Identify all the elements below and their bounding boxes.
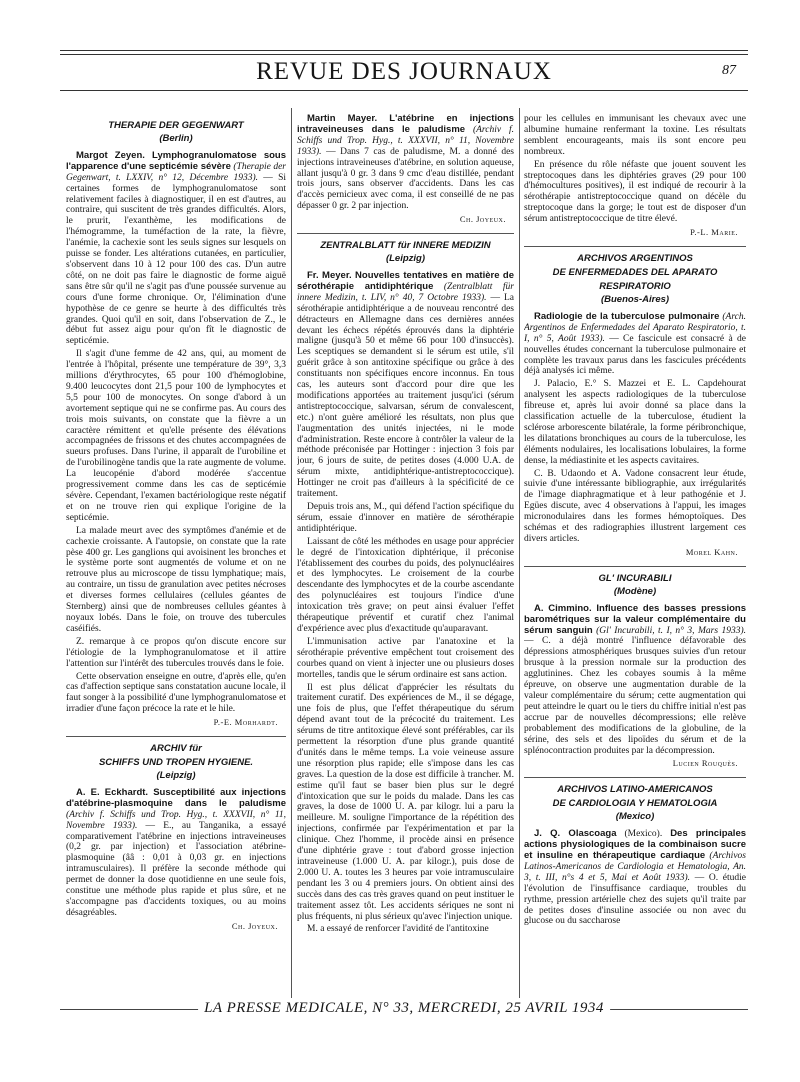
- top-rule-2: [60, 54, 748, 55]
- page-number: 87: [722, 63, 736, 78]
- journal-city: (Leipzig): [156, 770, 196, 782]
- article-text: — Si certaines formes de lymphogranulomatose sont relativement faciles à diagnostiquer, il en est d'autres, au contraire, qui suscitent de très grandes difficultés. Alors, le prurit, l'exanthème, les modifications de l'hémogramme, la tuméfaction de la rate, la fièvre, l'anémie, la cachexie sont les seuls signes sur lesquels on puisse se fonder. Les altérations cutanées, en particulier, s'observent dans 10 à 12 pour 100 des cas. D'un autre côté, on ne doit pas faire le diagnostic de forme aiguë sans être sûr qu'il ne s'agit pas d'une poussée survenue au cours d'une forme chronique. Or, l'élimination d'une hypothèse de ce genre se heurte à des difficultés très grandes. Quoi qu'il en soit, dans l'observation de Z., le début fut assez aigu pour qu'on fît le diagnostic de septicémie.: [66, 172, 286, 347]
- article-reference: (Gl' Incurabili, t. I, n° 3, Mars 1933).: [596, 625, 746, 636]
- article-paragraph: Z. remarque à ce propos qu'on discute encore sur l'étiologie de la lymphogranulomatose et il attire l'attention sur l'intérêt des tubercules trouvés dans le foie.: [66, 636, 286, 669]
- article-paragraph: J. Palacio, E.° S. Mazzei et E. L. Capdehourat analysent les aspects radiologiques de la tuberculose fibreuse et, après lui avoir donné sa place dans la classification actuelle de la tuberculose, étudient la sclérose arborescente bilatérale, la forme péribronchique, les dilatations bronchiques au cours de la tuberculose, les éléments nodulaires, les localisations lobulaires, la forme dense, la médiastinite et les aspects cavitaires.: [524, 379, 746, 466]
- journal-heading: GL' INCURABILI: [598, 572, 672, 584]
- journal-heading: ZENTRALBLATT für INNERE MEDIZIN: [320, 240, 491, 252]
- article-paragraph: [66, 151, 286, 347]
- article-text: — Ce fascicule est consacré à de nouvelles études concernant la tuberculose pulmonaire et complète les travaux parus dans les fascicules précédents déjà analysés ici même.: [524, 333, 746, 377]
- page-footer: [60, 1000, 748, 1020]
- footer-publication-line: LA PRESSE MEDICALE, N° 33, MERCREDI, 25 AVRIL 1934: [198, 1000, 610, 1017]
- column-2: [297, 114, 514, 994]
- column-divider-2: [519, 108, 520, 998]
- article-text: — C. a déjà montré l'influence défavorable des dépressions atmosphériques brusques suivies d'un retour brusque à la pression normale sur la production des agglutinines. Chez les cobayes soumis à la même épreuve, on observe une augmentation durable de la valeur complémentaire du sérum; cette augmentation qui peut atteindre le quart ou le tiers du chiffre initial n'est pas accrue par de nouvelles décompressions; elle relève probablement des modifications de la globuline, de la sérine, des sels et des lipoïdes du sérum et de la splénocontraction produites par la décompression.: [524, 636, 746, 756]
- article-text: — O. étudie l'évolution de l'insuffisance cardiaque, troubles du rythme, pression artérielle chez des sujets qu'il traite par de petites doses d'insuline associée ou non avec du glucose ou du saccharose: [524, 872, 746, 927]
- journal-heading-line2: SCHIFFS UND TROPEN HYGIENE.: [98, 757, 254, 769]
- author-signature: P.-L. Marie.: [690, 227, 738, 238]
- author-signature: Lucien Rouquès.: [672, 758, 738, 769]
- section-separator: [524, 566, 746, 567]
- article-paragraph: [524, 312, 746, 377]
- top-rule: [60, 50, 748, 51]
- journal-city: (Mexico): [615, 811, 655, 823]
- article-text: — E., au Tanganika, a essayé comparativement l'atébrine en injections intraveineuses (0,2 gr. par injection) et l'association atébrine-plasmoquine (ââ : 0,01 à 0,03 gr. en injections intramusculaires). Il préfère la seconde méthode qui permet de donner la dose quotidienne en une seule fois, constitue une méthode plus rapide et plus sûre, et ne s'accompagne pas d'accidents toxiques, ou au moins désagréables.: [66, 820, 286, 918]
- article-paragraph: [524, 829, 746, 927]
- article-paragraph: L'immunisation active par l'anatoxine et la sérothérapie préventive empêchent tout croisement des courbes quand on vient à injecter une ou plusieurs doses mortelles, tandis que le sérum ordinaire est sans action.: [297, 636, 514, 680]
- author-signature: Morel Kahn.: [685, 546, 738, 557]
- journal-heading: ARCHIVOS LATINO-AMERICANOS: [557, 784, 713, 796]
- journal-heading-line2: DE CARDIOLOGIA Y HEMATOLOGIA: [552, 798, 718, 810]
- article-headline: Martin Mayer. L'atébrine en injections intraveineuses dans le paludisme: [297, 114, 514, 135]
- author-signature: Ch. Joyeux.: [459, 214, 506, 225]
- article-paragraph: [297, 114, 514, 212]
- journal-heading: ARCHIV für: [150, 743, 202, 755]
- article-reference: (Archiv f. Schiffs und Trop. Hyg., t. XXXVII, n° 11, Novembre 1933).: [66, 809, 286, 831]
- article-reference: (Therapie der Gegenwart, t. LXXIV, n° 12, Décembre 1933).: [66, 161, 286, 183]
- article-paragraph: Il s'agit d'une femme de 42 ans, qui, au moment de l'entrée à l'hôpital, présente une température de 39°, 3,3 millions d'érythrocytes, 65 pour 100 d'hémoglobine, 9.400 leucocytes dont 21,5 pour 100 de lymphocytes et 5,5 pour 100 de monocytes. On songe d'abord à un avortement septique qui ne se confirme pas. Au cours des trois mois suivants, on constate que la fièvre a un caractère rémittent et qu'elle présente des élévations accompagnées de frissons et des chutes accompagnées de sueurs profuses. Dans l'urine, il apparaît de l'urobiline et de l'urobilinogène tandis que la rate augmente de volume. La leucopénie d'abord modérée s'accentue progressivement comme dans les cas de septicémie sévère. Cependant, l'examen bactériologique reste négatif et on ne trouve rien qui explique l'origine de la septicémie.: [66, 349, 286, 523]
- journal-heading-line3: RESPIRATORIO: [599, 280, 671, 292]
- section-separator: [66, 736, 286, 737]
- column-3: [524, 114, 746, 994]
- journal-city: (Leipzig): [385, 253, 426, 265]
- header-rule: [60, 90, 748, 91]
- article-reference: (Zentralblatt für innere Medizin, t. LIV, n° 40, 7 Octobre 1933).: [297, 281, 514, 303]
- article-paragraph: En présence du rôle néfaste que jouent souvent les streptocoques dans les diphtéries graves (29 pour 100 d'hémocultures positives), il est indiqué de recourir à la sérothérapie antistreptococcique quand on décèle du streptocoque dans la gorge; le tout est de disposer d'un sérum antistreptococcique de titre élevé.: [524, 159, 746, 225]
- journal-heading: THERAPIE DER GEGENWART: [108, 120, 244, 131]
- author-signature: Ch. Joyeux.: [231, 920, 278, 931]
- article-paragraph: [66, 788, 286, 919]
- article-paragraph: Il est plus délicat d'apprécier les résultats du traitement curatif. Des expériences de M., il se dégage, une fois de plus, que l'effet thérapeutique du sérum dépend avant tout de la précocité du traitement. Les sérums de titre antitoxique élevé sont préférables, car ils permettent la résorption d'une plus grande quantité d'unités dans le même temps. La voie veineuse assure une résorption plus rapide; elle s'impose dans les cas graves. La question de la dose est difficile à trancher. M. estime qu'il faut se baser bien plus sur le degré d'intoxication que sur le poids du malade. Dans les cas graves, la dose de 1000 U. A. par kilogr. lui a paru la meilleure. M. souligne l'importance de la répétition des injections, confirmée par l'expérimentation et par la clinique. Chez l'homme, il procède ainsi en présence d'une diphtérie grave : tout d'abord grosse injection intraveineuse (1.000 U. A. par kilogr.), puis dose de 2.000 U. A. toutes les 3 heures par voie intramusculaire pendant les 3 ou 4 premiers jours. On obtient ainsi des succès dans des cas très graves quand on peut instituer le traitement assez tôt. Les accidents sériques ne sont ni plus fréquents, ni plus sérieux qu'avec l'injection unique.: [297, 682, 514, 922]
- article-text: — La sérothérapie antidiphtérique a de nouveau rencontré des détracteurs en Allemagne dans ces dernières années devant les échecs répétés éprouvés dans la diphtérie maligne (jusqu'à 50 et même 66 pour 100 d'insuccès). Les sceptiques se demandent si le sérum est utile, s'il guérit grâce à son antitoxine spécifique ou grâce à des constituants non spécifiques encore inconnus. En tous cas, les auteurs sont d'accord pour dire que les modifications apportées au traitement jusqu'ici (sérum antistreptococcique, salvarsan, sérum de convalescent, etc.) n'ont guère amélioré les résultats, non plus que l'augmentation des unités injectées, ni le mode d'administration. Reste encore à contrôler la valeur de la méthode préconisée par Hottinger : injection 3 fois par jour, 6 jours de suite, de petites doses (4.000 U.A. de sérum mixte, antidiphtérique-antistreptococcique). Hottinger ne croit pas d'ailleurs à la spécificité de ce traitement.: [297, 292, 514, 500]
- article-headline-cont: Des principales actions physiologiques de la combinaison sucre et insuline en thérapeutique cardiaque: [524, 828, 746, 862]
- article-reference: (Arch. Argentinos de Enfermedades del Aparato Respiratorio, t. I, n° 5, Août 1933).: [524, 311, 746, 344]
- journal-heading: ARCHIVOS ARGENTINOS: [577, 252, 693, 264]
- section-separator: [524, 246, 746, 247]
- article-paragraph: Depuis trois ans, M., qui défend l'action spécifique du sérum, essaie d'innover en matière de sérothérapie antidiphtérique.: [297, 502, 514, 534]
- section-separator: [524, 777, 746, 778]
- article-location: (Mexico).: [624, 829, 663, 840]
- article-text: — Dans 7 cas de paludisme, M. a donné des injections intraveineuses d'atébrine, en solution aqueuse, allant jusqu'à 0 gr. 3 dans 9 cmc d'eau distillée, pendant trois jours, sans observer d'accidents. Dans les cas d'accès pernicieux avec coma, il est conseillé de ne pas dépasser 0 gr. 2 par injection.: [297, 146, 514, 212]
- journal-section-title: REVUE DES JOURNAUX: [256, 58, 552, 85]
- journal-heading-line2: DE ENFERMEDADES DEL APARATO: [552, 266, 718, 278]
- journal-city: (Berlin): [159, 133, 193, 144]
- article-headline: Fr. Meyer. Nouvelles tentatives en matière de sérothérapie antidiphtérique: [297, 269, 514, 292]
- article-paragraph: Laissant de côté les méthodes en usage pour apprécier le degré de l'intoxication diphtérique, il préconise l'établissement des courbes du poids, des polynucléaires et des lymphocytes. Le croisement de la courbe descendante des lymphocytes et de la courbe ascendante des polynucléaires est toujours l'indice d'une intoxication très grave; on peut ainsi évaluer l'effet thérapeutique préventif et curatif chez l'animal d'expérience avec plus d'exactitude qu'auparavant.: [297, 536, 514, 634]
- journal-city: (Buenos-Aires): [600, 293, 670, 305]
- article-paragraph: [524, 604, 746, 757]
- article-headline: Margot Zeyen. Lymphogranulomatose sous l'apparence d'une septicémie sévère: [66, 149, 286, 172]
- article-paragraph: Cette observation enseigne en outre, d'après elle, qu'en cas d'affection septique sans constatation aucune locale, il faut songer à la possibilité d'une lymphogranulomatose et irradier d'une façon précoce la rate et le hile.: [66, 671, 286, 715]
- article-reference: (Archivos Latinos-Americanos de Cardiologia et Hematologia, An. 3, t. III, n°s 4 et 5, Mai et Août 1933).: [524, 851, 746, 883]
- article-paragraph: C. B. Udaondo et A. Vadone consacrent leur étude, suivie d'une intéressante bibliographie, aux irrégularités de l'image diaphragmatique et à leur pathogénie et J. Egües discute, avec 4 observations à l'appui, les images micronodulaires dans les formes hémoptoïques. Des schémas et des radiographies illustrent largement ces divers articles.: [524, 468, 746, 544]
- article-headline: J. Q. Olascoaga: [534, 828, 617, 840]
- article-reference: (Archiv f. Schiffs und Trop. Hyg., t. XXXVII, n° 11, Novembre 1933).: [297, 124, 514, 157]
- article-paragraph: pour les cellules en immunisant les chevaux avec une albumine humaine renfermant la toxine. Les résultats semblent encourageants, mais ils sont encore peu nombreux.: [524, 114, 746, 157]
- column-divider-1: [291, 108, 292, 998]
- author-signature: P.-E. Morhardt.: [213, 717, 278, 728]
- article-paragraph: [297, 271, 514, 500]
- article-paragraph: M. a essayé de renforcer l'avidité de l'antitoxine: [307, 924, 489, 935]
- article-headline: A. Cimmino. Influence des basses pressions barométriques sur la valeur complémentaire du sérum sanguin: [524, 602, 746, 636]
- section-separator: [297, 233, 514, 234]
- page-header: [60, 58, 748, 88]
- column-1: [66, 114, 286, 994]
- journal-city: (Modène): [613, 585, 657, 597]
- article-headline: A. E. Eckhardt. Susceptibilité aux injections d'atébrine-plasmoquine dans le paludisme: [66, 786, 286, 809]
- article-paragraph: La malade meurt avec des symptômes d'anémie et de cachexie croissante. A l'autopsie, on constate que la rate pèse 400 gr. Les ganglions qui avoisinent les bronches et le système porte sont augmentés de volume et on ne retrouve plus au microscope de tissu lymphatique; mais, au contraire, un tissu de granulation avec petites nécroses et diverses formes cellulaires (cellules géantes de Sternberg) ainsi que de nombreuses cellules géantes à noyaux lobés. Dans le foie, on trouve des tubercules caséifiés.: [66, 525, 286, 634]
- article-headline: Radiologie de la tuberculose pulmonaire: [534, 310, 720, 322]
